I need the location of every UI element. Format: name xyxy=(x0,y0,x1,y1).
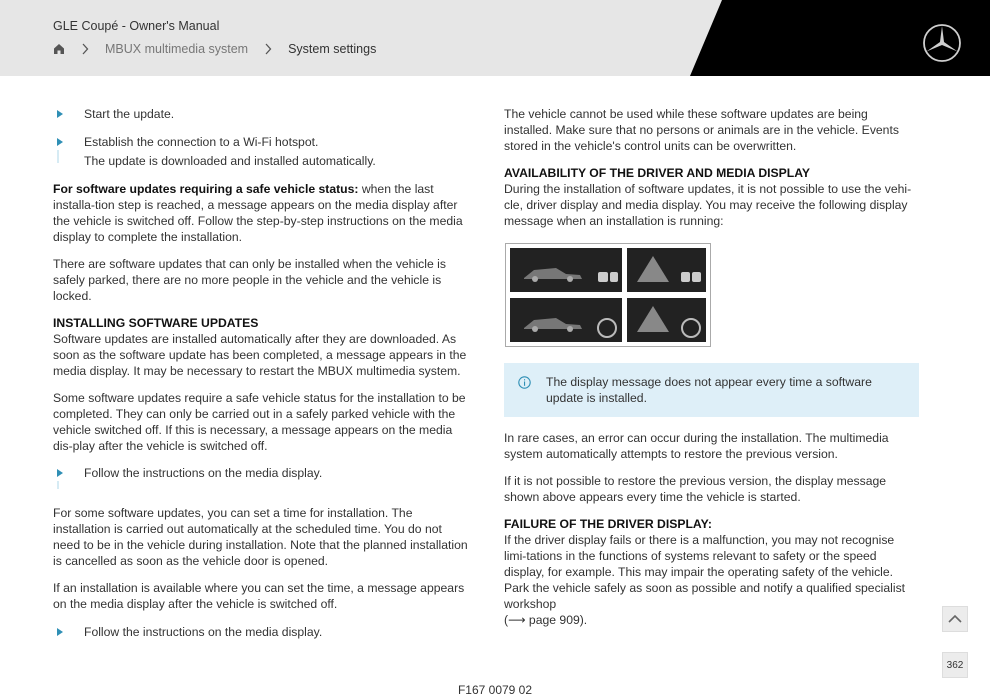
manual-title: GLE Coupé - Owner's Manual xyxy=(53,19,220,33)
info-icon xyxy=(518,376,531,389)
status-paragraph: Some software updates require a safe vehicle status for the installation to be completed. They can only be carried out in a safely parked vehicle with the vehicle switched off. If this is necessary, a message appears on the media dis-play after the vehicle is switched off. xyxy=(53,391,466,453)
right-column-lower xyxy=(504,430,919,628)
step-follow-1: Follow the instructions on the media display. xyxy=(53,465,468,481)
installing-heading: INSTALLING SOFTWARE UPDATES xyxy=(53,316,259,330)
step-arrow-icon xyxy=(57,138,63,146)
warning-icon xyxy=(627,298,706,342)
media-display-panel xyxy=(508,246,624,294)
rare-paragraph: In rare cases, an error can occur during the installation. The multimedia system automatically attempts to restore the previous version. xyxy=(504,431,889,461)
step-start-update: Start the update. xyxy=(53,106,468,122)
left-column xyxy=(53,106,468,640)
step-follow-2: Follow the instructions on the media display. xyxy=(53,624,468,640)
breadcrumb-mbux[interactable]: MBUX multimedia system xyxy=(105,42,249,56)
home-icon[interactable] xyxy=(53,43,65,55)
image-code: F167 0079 02 xyxy=(457,683,533,697)
parked-paragraph: There are software updates that can only be installed when the vehicle is safely parked, there are no more people in the vehicle and the vehicle is locked. xyxy=(53,257,446,303)
failure-page-link[interactable]: (⟶ page 909). xyxy=(504,613,588,627)
available-paragraph: If an installation is available where you can set the time, a message appears on the media display after the vehicle is switched off. xyxy=(53,581,465,611)
chevron-right-icon xyxy=(81,43,89,55)
step-arrow-icon xyxy=(57,110,63,118)
result-bar xyxy=(57,481,59,489)
car-icon xyxy=(510,298,622,342)
display-message-image xyxy=(505,243,711,347)
time-paragraph: For some software updates, you can set a time for installation. The installation is carried out automatically at the scheduled time. You do not need to be in the vehicle during installation. Note that the planned installation is cancelled as soon as the vehicle door is opened. xyxy=(53,506,468,568)
chevron-right-icon xyxy=(264,43,272,55)
installing-paragraph: Software updates are installed automatically after they are downloaded. As soon as the software update has been completed, a message appears in the media display. It may be necessary to restart the MBUX multimedia system. xyxy=(53,332,467,378)
restore-paragraph: If it is not possible to restore the previous version, the display message shown above appears every time the vehicle is started. xyxy=(504,474,887,504)
header xyxy=(0,0,990,76)
availability-paragraph: During the installation of software updates, it is not possible to use the vehi-cle, driver display and media display. You may receive the following display message when an installation is running: xyxy=(504,182,912,228)
page-number-badge: 362 xyxy=(942,652,968,678)
driver-display-panel xyxy=(625,246,708,294)
failure-heading: FAILURE OF THE DRIVER DISPLAY: xyxy=(504,517,712,531)
step-arrow-icon xyxy=(57,628,63,636)
right-column xyxy=(504,106,919,229)
chevron-up-icon xyxy=(943,607,967,631)
note-text: The display message does not appear every time a software update is installed. xyxy=(546,375,872,405)
failure-paragraph: If the driver display fails or there is a malfunction, you may not recognise limi-tations in the functions of systems relevant to safety or the speed display, for example. This may impair the operating safety of the vehicle. Park the vehicle safely as soon as possible and notify a qualified specialist workshop xyxy=(504,533,906,611)
breadcrumb-system-settings[interactable]: System settings xyxy=(288,42,377,56)
info-note xyxy=(504,363,919,417)
breadcrumb xyxy=(53,42,376,56)
availability-heading: AVAILABILITY OF THE DRIVER AND MEDIA DISPLAY xyxy=(504,166,811,180)
result-bar xyxy=(57,150,59,163)
step-wifi: Establish the connection to a Wi-Fi hotspot. The update is downloaded and installed automatically. xyxy=(53,134,468,169)
cannot-use-paragraph: The vehicle cannot be used while these software updates are being installed. Make sure that no persons or animals are in the vehicle. Events stored in the vehicle's control units can be overwritten. xyxy=(504,107,899,153)
step-result: The update is downloaded and installed automatically. xyxy=(84,154,376,168)
mercedes-star-icon[interactable] xyxy=(922,23,962,63)
media-display-panel-2 xyxy=(508,296,624,344)
car-icon xyxy=(510,248,622,292)
warning-icon xyxy=(627,248,706,292)
safe-status-paragraph: For software updates requiring a safe vehicle status: when the last installa-tion step is reached, a message appears on the media display after the vehicle is switched off. Follow the step-by-step instructions on the media display to complete the installation. xyxy=(53,182,463,244)
scroll-to-top-button[interactable] xyxy=(942,606,968,632)
step-arrow-icon xyxy=(57,469,63,477)
driver-display-panel-2 xyxy=(625,296,708,344)
